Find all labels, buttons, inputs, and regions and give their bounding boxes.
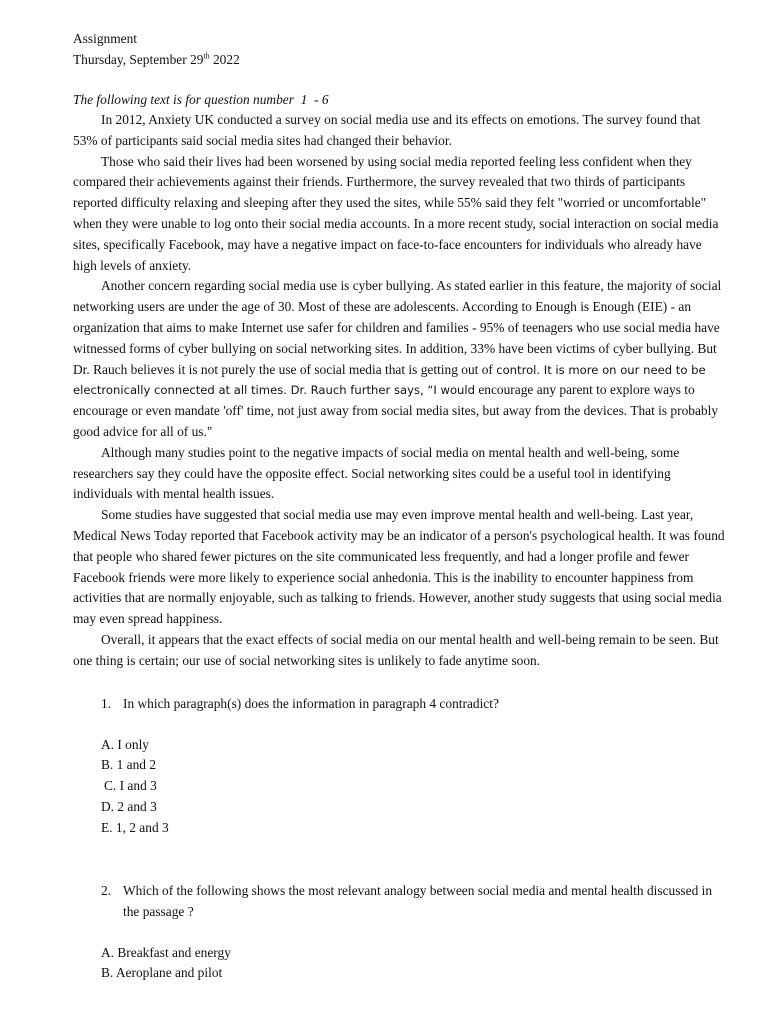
document-title: Assignment xyxy=(73,31,137,46)
paragraph-3-part-c: encourage any parent to explore ways to encourage or even mandate 'off' time, not just away from social media sites, but away from the devices. That is probably good advice for all of us." xyxy=(73,382,719,439)
paragraph-6: Overall, it appears that the exact effects of social media on our mental health and well-being remain to be seen. But one thing is certain; our use of social networking sites is unlikely to fade anytime soon. xyxy=(73,631,719,668)
question-1-text: In which paragraph(s) does the information in paragraph 4 contradict? xyxy=(123,695,499,711)
date-suffix: 2022 xyxy=(209,52,240,67)
passage-intro: The following text is for question number 1 - 6 xyxy=(73,92,329,107)
question-2 xyxy=(73,880,728,922)
paragraph-5: Some studies have suggested that social media use may even improve mental health and well-being. Last year, Medical News Today reported that Facebook activity may be an indicator of a person's psychological health. It was found that people who shared fewer pictures on the site communicated less frequently, and had a longer profile and fewer Facebook friends were more likely to experience social anhedonia. This is the inability to encounter happiness from activities that are normally enjoyable, such as talking to friends. However, another study suggests that using social media may even spread happiness. xyxy=(73,507,725,627)
date-prefix: Thursday, September 29 xyxy=(73,52,204,67)
question-2-option-b: B. Aeroplane and pilot xyxy=(101,965,223,981)
question-1-option-e: E. 1, 2 and 3 xyxy=(101,819,169,835)
question-1 xyxy=(73,693,728,714)
paragraph-4: Although many studies point to the negative impacts of social media on mental health and well-being, some researchers say they could have the opposite effect. Social networking sites could be a useful tool in identifying individuals with mental health issues. xyxy=(73,444,680,502)
question-1-number: 1. xyxy=(101,695,112,711)
question-2-text: Which of the following shows the most relevant analogy between social media and mental health discussed in the passage ? xyxy=(123,882,713,919)
document-date xyxy=(73,49,728,70)
paragraph-3-part-a: Another concern regarding social media use is cyber bullying. As stated earlier in this feature, the majority of social networking users are under the age of 30. Most of these are adolescents. According to Enough is Enough (EIE) - an organization that aims to make Internet use safer for children and families - 95% of teenagers who use social media have witnessed forms of cyber bullying on social networking sites. In addition, 33% have been victims of cyber bullying. But Dr. Rauch believes it is not purely the use of social media that is getting out of xyxy=(73,278,722,377)
question-1-option-b: B. 1 and 2 xyxy=(101,757,157,773)
question-1-option-d: D. 2 and 3 xyxy=(101,798,157,814)
paragraph-2: Those who said their lives had been worsened by using social media reported feeling less confident when they compared their achievements against their friends. Furthermore, the survey revealed that two thirds of participants reported difficulty relaxing and sleeping after they used the sites, while 55% said they felt "worried or uncomfortable" when they were unable to log onto their social media accounts. In a more recent study, social interaction on social media sites, specifically Facebook, may have a negative impact on face-to-face encounters for individuals who already have high levels of anxiety. xyxy=(73,153,719,273)
paragraph-3 xyxy=(73,276,728,442)
question-1-option-a: A. I only xyxy=(101,736,149,752)
paragraph-3-part-b: control. It is more on our need to be electronically connected at all times. Dr. Rauch further says, “I would xyxy=(73,362,706,398)
question-1-option-c: C. I and 3 xyxy=(104,778,157,794)
question-2-options xyxy=(73,943,728,985)
question-1-options xyxy=(73,735,728,839)
date-superscript: th xyxy=(203,51,210,61)
question-2-number: 2. xyxy=(101,882,112,898)
paragraph-1: In 2012, Anxiety UK conducted a survey on social media use and its effects on emotions. The survey found that 53% of participants said social media sites had changed their behavior. xyxy=(73,112,701,148)
question-2-option-a: A. Breakfast and energy xyxy=(101,944,231,960)
